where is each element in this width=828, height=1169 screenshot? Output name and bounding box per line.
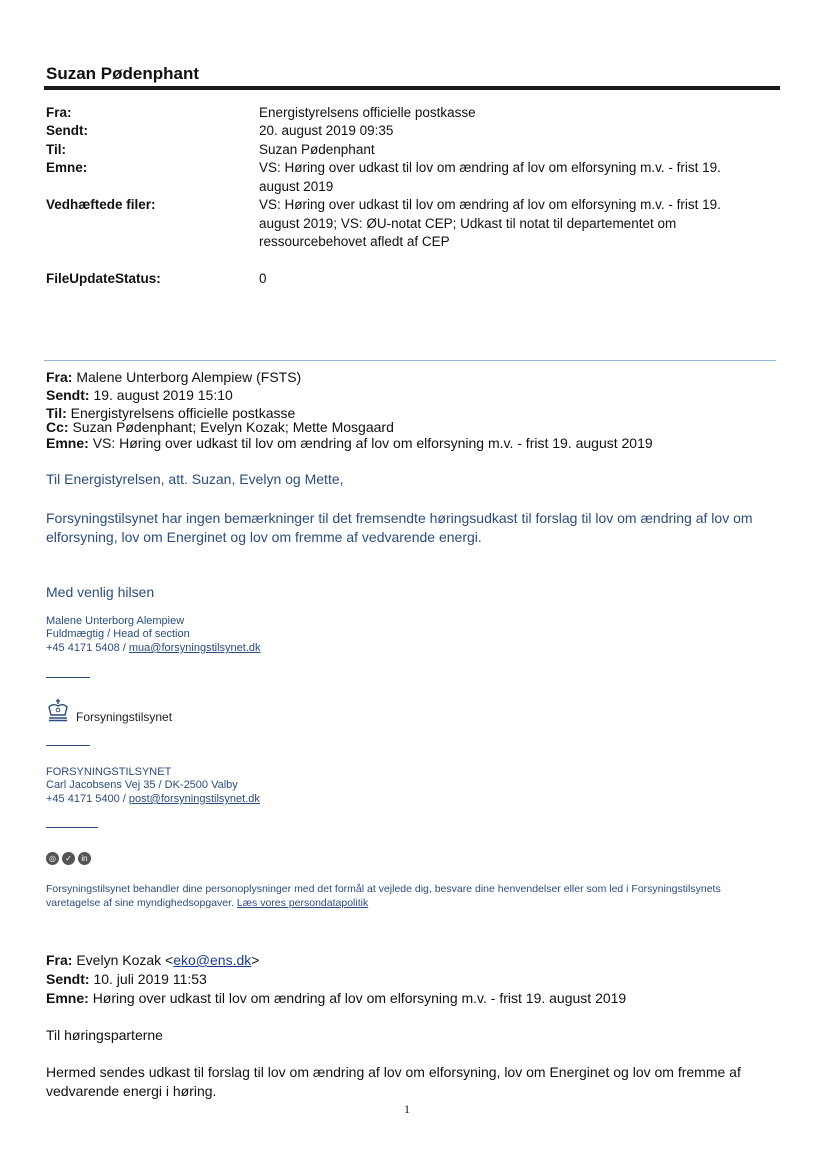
forward1-til-label: Til: (46, 405, 67, 421)
signature-divider-2 (46, 745, 90, 746)
forward1-fra-label: Fra: (46, 369, 73, 385)
privacy-notice (46, 883, 766, 910)
crown-logo-icon (46, 698, 70, 722)
forward2-emne (46, 989, 626, 1007)
message2-body: Hermed sendes udkast til forslag til lov om ændring af lov om elforsyning, lov om Energinet og lov om fremme af vedvarende energi i høring. (46, 1064, 741, 1099)
signature-role: Fuldmægtig / Head of section (46, 628, 190, 640)
forward2-fra-name: Evelyn Kozak < (76, 952, 174, 968)
document-title: Suzan Pødenphant (46, 64, 199, 83)
meta-fra-value: Energistyrelsens officielle postkasse (259, 105, 476, 120)
forward2-fra-end: > (251, 952, 260, 968)
forward1-fra (46, 368, 301, 386)
org-address: Carl Jacobsens Vej 35 / DK-2500 Valby (46, 779, 238, 791)
signature-email-link[interactable]: mua@forsyningstilsynet.dk (128, 642, 261, 654)
logo-text: Forsyningstilsynet (76, 710, 173, 724)
signature-divider-1 (46, 677, 90, 678)
meta-til-label: Til: (46, 142, 66, 157)
forward1-til-value: Energistyrelsens officielle postkasse (70, 405, 296, 421)
forward2-fra (46, 951, 259, 969)
forward2-email-link[interactable]: eko@ens.dk (173, 952, 252, 968)
message1-body: Forsyningstilsynet har ingen bemærkninger til det fremsendte høringsudkast til forslag til lov om ændring af lov om elforsyning, lov om Energinet og lov om fremme af vedvarende energi. (46, 510, 753, 545)
forward2-sendt-label: Sendt: (46, 971, 90, 987)
forward2-emne-value: Høring over udkast til lov om ændring af lov om elforsyning m.v. - frist 19. august 2019 (92, 990, 627, 1006)
forward2-sendt-value: 10. juli 2019 11:53 (93, 971, 207, 987)
forward1-fra-value: Malene Unterborg Alempiew (FSTS) (76, 369, 302, 385)
meta-status-value: 0 (259, 271, 267, 286)
header-separator (44, 360, 776, 361)
meta-emne-label: Emne: (46, 160, 88, 175)
signature-phone: +45 4171 5408 / (46, 642, 129, 654)
org-contact (46, 793, 260, 807)
forward2-fra-label: Fra: (46, 952, 73, 968)
signature-contact (46, 642, 261, 656)
meta-til-value: Suzan Pødenphant (259, 142, 375, 157)
meta-sendt-label: Sendt: (46, 123, 88, 138)
forward1-cc-value: Suzan Pødenphant; Evelyn Kozak; Mette Mosgaard (72, 419, 394, 435)
forward1-sendt (46, 386, 233, 404)
forward1-emne (46, 434, 653, 452)
org-name: FORSYNINGSTILSYNET (46, 766, 172, 778)
message2-greeting: Til høringsparterne (46, 1027, 163, 1043)
forward2-sendt (46, 970, 207, 988)
forward1-sendt-value: 19. august 2019 15:10 (93, 387, 233, 403)
page-number: 1 (404, 1102, 410, 1116)
meta-sendt-value: 20. august 2019 09:35 (259, 123, 394, 138)
globe-icon[interactable]: ◎ (46, 852, 59, 865)
meta-status-label: FileUpdateStatus: (46, 271, 161, 286)
message1-greeting: Til Energistyrelsen, att. Suzan, Evelyn og Mette, (46, 471, 344, 487)
org-email-link[interactable]: post@forsyningstilsynet.dk (128, 793, 260, 805)
signature-divider-3 (46, 827, 98, 828)
org-phone: +45 4171 5400 / (46, 793, 129, 805)
linkedin-icon[interactable]: in (78, 852, 91, 865)
title-divider (44, 86, 780, 90)
forward1-sendt-label: Sendt: (46, 387, 90, 403)
meta-attachments-label: Vedhæftede filer: (46, 197, 156, 212)
privacy-text: Forsyningstilsynet behandler dine personoplysninger med det formål at vejlede dig, besvare dine henvendelser eller som led i Forsyningstilsynets varetagelse af sine myndighedsopgaver. (46, 883, 721, 909)
meta-emne-value: VS: Høring over udkast til lov om ændring af lov om elforsyning m.v. - frist 19. august 2019 (259, 160, 721, 194)
meta-fra-label: Fra: (46, 105, 72, 120)
forward2-emne-label: Emne: (46, 990, 89, 1006)
signature-name: Malene Unterborg Alempiew (46, 615, 185, 627)
message1-closing: Med venlig hilsen (46, 584, 155, 600)
social-icons (46, 848, 94, 866)
meta-attachments-value: VS: Høring over udkast til lov om ændring af lov om elforsyning m.v. - frist 19. august 2019; VS: ØU-notat CEP; Udkast til notat til departementet om ressourcebehovet afledt af CEP (259, 197, 721, 249)
forward1-emne-value: VS: Høring over udkast til lov om ændring af lov om elforsyning m.v. - frist 19. august 2019 (92, 435, 653, 451)
forward1-emne-label: Emne: (46, 435, 89, 451)
forward1-cc-label: Cc: (46, 419, 69, 435)
twitter-icon[interactable]: ✓ (62, 852, 75, 865)
privacy-policy-link[interactable]: Læs vores persondatapolitik (236, 896, 369, 909)
